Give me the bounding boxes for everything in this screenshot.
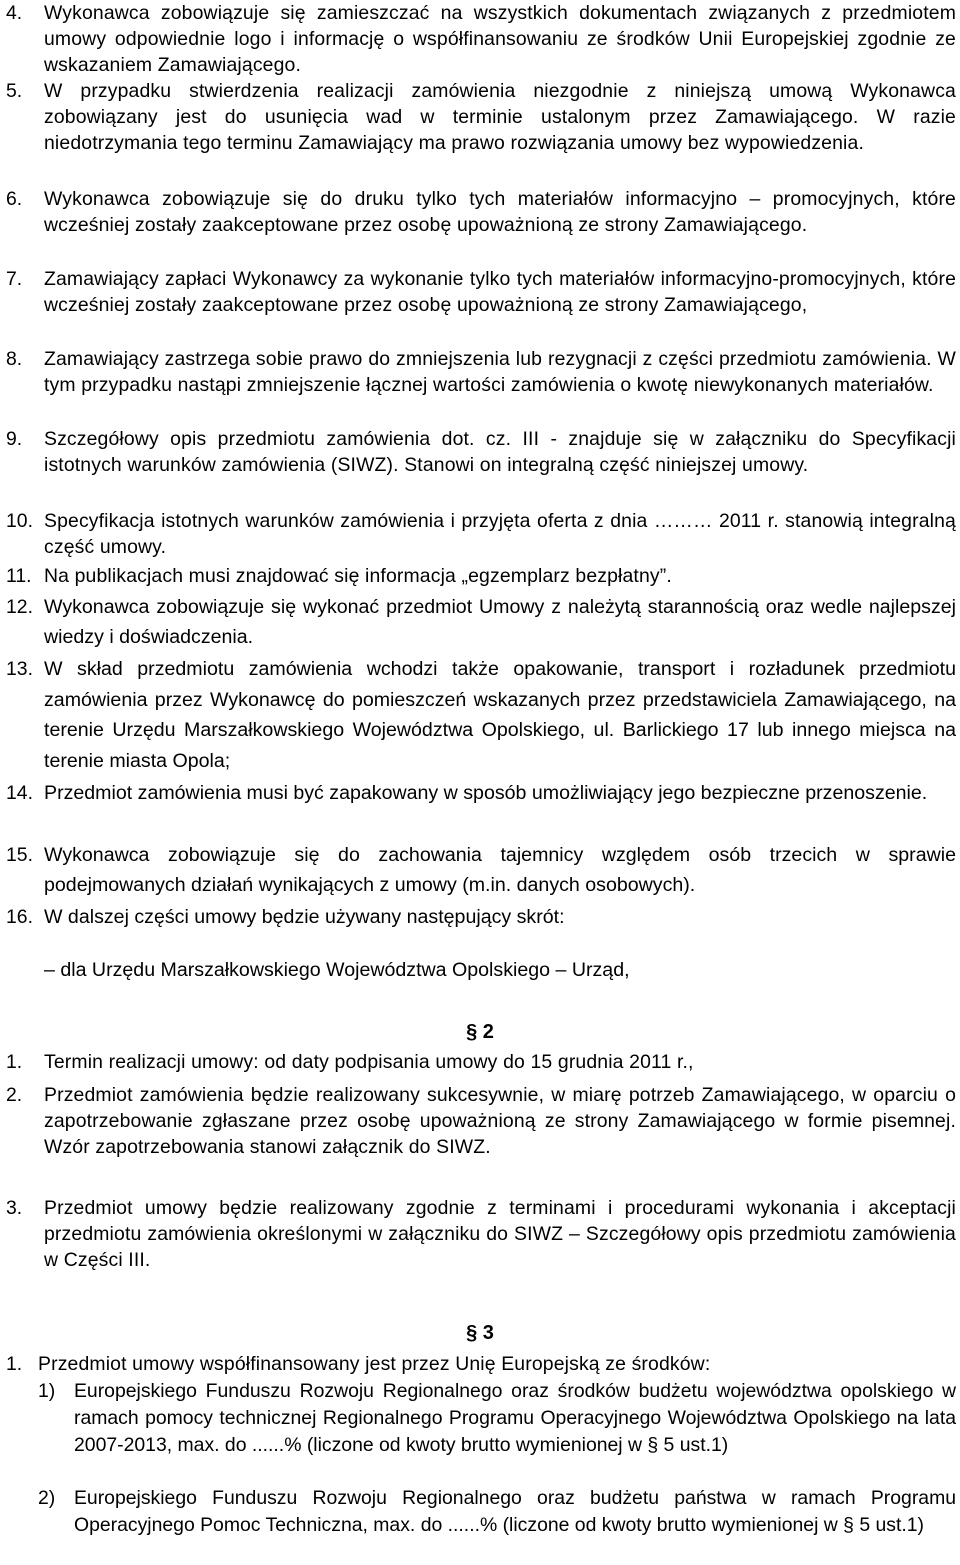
item-number: 1.: [6, 1353, 23, 1375]
item-text: Przedmiot umowy będzie realizowany zgodnie z terminami i procedurami wykonania i akceptacji przedmiotu zamówienia określonymi w załączniku do SIWZ – Szczegółowy opis przedmiotu zamówienia w Części III.: [44, 1197, 956, 1271]
item-text: Specyfikacja istotnych warunków zamówienia i przyjęta oferta z dnia ……… 2011 r. stanowią integralną część umowy.: [44, 510, 956, 558]
item-number: 12.: [6, 596, 33, 618]
item-text: W przypadku stwierdzenia realizacji zamówienia niezgodnie z niniejszą umową Wykonawca zobowiązany jest do usunięcia wad w terminie ustalonym przez Zamawiającego. W razie niedotrzymania tego terminu Zamawiający ma prawo rozwiązania umowy bez wypowiedzenia.: [44, 80, 956, 154]
subitem-number: 1): [38, 1380, 56, 1402]
item-number: 15.: [6, 844, 33, 866]
item-text: Przedmiot umowy współfinansowany jest przez Unię Europejską ze środków:: [38, 1353, 711, 1375]
subitem-text: Europejskiego Funduszu Rozwoju Regionalnego oraz środków budżetu województwa opolskiego w ramach pomocy technicznej Regionalnego Programu Operacyjnego Województwa Opolskiego na lata 2007-2013, max. do ......% (liczone od kwoty brutto wymienionej w § 5 ust.1): [74, 1380, 956, 1456]
subitem-text: Europejskiego Funduszu Rozwoju Regionalnego oraz budżetu państwa w ramach Programu Operacyjnego Pomoc Techniczna, max. do ......% (liczone od kwoty brutto wymienionej w § 5 ust.1): [74, 1487, 956, 1536]
item-number: 8.: [6, 348, 23, 370]
subitem-number: 2): [38, 1487, 56, 1509]
item-text: Wykonawca zobowiązuje się wykonać przedmiot Umowy z należytą starannością oraz wedle najlepszej wiedzy i doświadczenia.: [44, 596, 956, 648]
item-number: 4.: [6, 2, 23, 24]
item-text: Na publikacjach musi znajdować się informacja „egzemplarz bezpłatny”.: [44, 565, 672, 587]
item-number: 6.: [6, 188, 23, 210]
item-text: W skład przedmiotu zamówienia wchodzi także opakowanie, transport i rozładunek przedmiotu zamówienia przez Wykonawcę do pomieszczeń wskazanych przez przedstawiciela Zamawiającego, na terenie Urzędu Marszałkowskiego Województwa Opolskiego, ul. Barlickiego 17 lub innego miejsca na terenie miasta Opola;: [44, 658, 956, 772]
item-number: 9.: [6, 428, 23, 450]
item-number: 7.: [6, 268, 23, 290]
section-heading: § 2: [466, 1021, 494, 1043]
item-text: Termin realizacji umowy: od daty podpisania umowy do 15 grudnia 2011 r.,: [44, 1051, 694, 1073]
item-text: W dalszej części umowy będzie używany następujący skrót:: [44, 906, 565, 928]
item-number: 16.: [6, 906, 33, 928]
item-number: 10.: [6, 510, 33, 532]
item-text: Zamawiający zastrzega sobie prawo do zmniejszenia lub rezygnacji z części przedmiotu zamówienia. W tym przypadku nastąpi zmniejszenie łącznej wartości zamówienia o kwotę niewykonanych materiałów.: [44, 348, 956, 396]
item-text: Wykonawca zobowiązuje się zamieszczać na wszystkich dokumentach związanych z przedmiotem umowy odpowiednie logo i informację o współfinansowaniu ze środków Unii Europejskiej zgodnie ze wskazaniem Zamawiającego.: [44, 2, 956, 76]
item-number: 14.: [6, 782, 33, 804]
item-text: Wykonawca zobowiązuje się do druku tylko tych materiałów informacyjno – promocyjnych, które wcześniej zostały zaakceptowane przez osobę upoważnioną ze strony Zamawiającego.: [44, 188, 956, 236]
item-number: 13.: [6, 658, 33, 680]
item-text: Szczegółowy opis przedmiotu zamówienia dot. cz. III - znajduje się w załączniku do Specyfikacji istotnych warunków zamówienia (SIWZ). Stanowi on integralną część niniejszej umowy.: [44, 428, 956, 476]
section-heading: § 3: [466, 1322, 494, 1344]
item-text: Przedmiot zamówienia będzie realizowany sukcesywnie, w miarę potrzeb Zamawiającego, w oparciu o zapotrzebowanie zgłaszane przez osobę upoważnioną ze strony Zamawiającego w formie pisemnej. Wzór zapotrzebowania stanowi załącznik do SIWZ.: [44, 1084, 956, 1158]
item-number: 5.: [6, 80, 23, 102]
item-text: Zamawiający zapłaci Wykonawcy za wykonanie tylko tych materiałów informacyjno-promocyjnych, które wcześniej zostały zaakceptowane przez osobę upoważnioną ze strony Zamawiającego,: [44, 268, 956, 316]
item-number: 3.: [6, 1197, 23, 1219]
abbreviation-item: – dla Urzędu Marszałkowskiego Województwa Opolskiego – Urząd,: [44, 959, 630, 981]
item-number: 2.: [6, 1084, 23, 1106]
item-text: Przedmiot zamówienia musi być zapakowany w sposób umożliwiający jego bezpieczne przenoszenie.: [44, 782, 928, 804]
item-number: 1.: [6, 1051, 23, 1073]
item-text: Wykonawca zobowiązuje się do zachowania tajemnicy względem osób trzecich w sprawie podejmowanych działań wynikających z umowy (m.in. danych osobowych).: [44, 844, 956, 896]
item-number: 11.: [6, 565, 32, 587]
